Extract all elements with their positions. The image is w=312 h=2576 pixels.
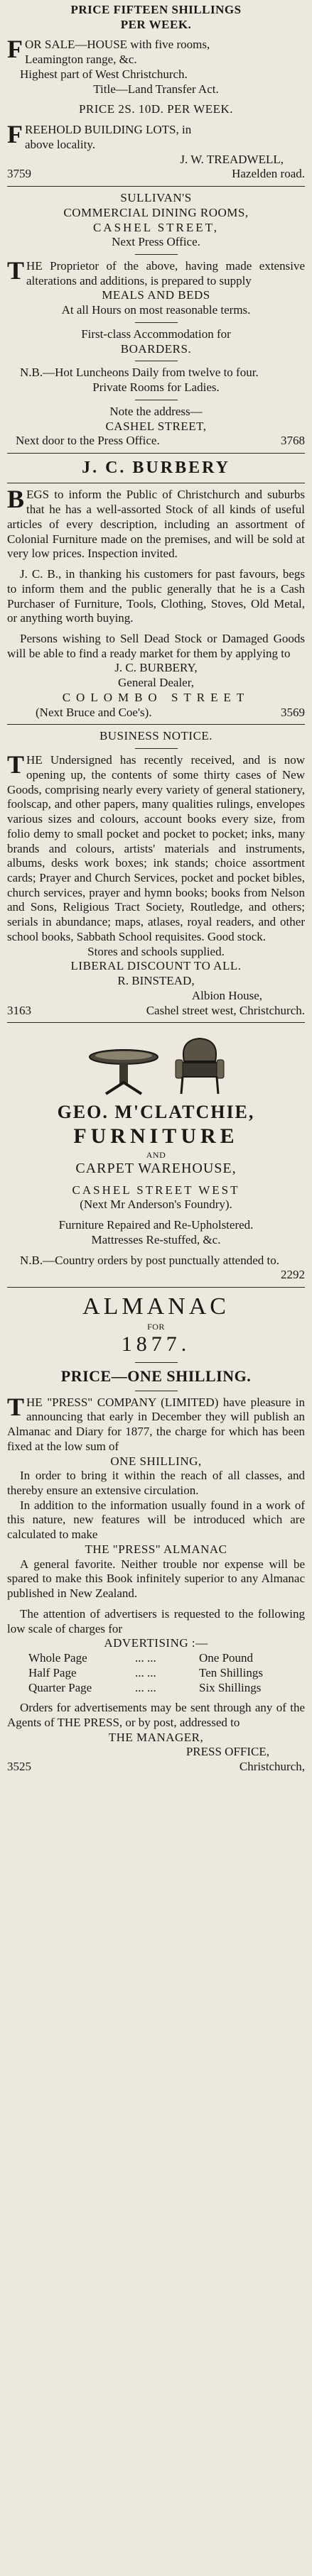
drop-cap: T — [7, 750, 25, 779]
almanac-year: 1877. — [121, 1332, 191, 1356]
supplied-line: Stores and schools supplied. — [87, 944, 225, 958]
body-paragraph: A general favorite. Neither trouble nor expense will be spared to make this Book infinitely superior to any Almanac published in New Zealand. — [7, 1557, 305, 1601]
street-line: Cashel street west, Christchurch. — [146, 1003, 305, 1017]
rate-price: One Pound — [199, 1651, 254, 1665]
accommodation-line: First-class Accommodation for — [81, 327, 231, 341]
drop-cap: F — [7, 120, 23, 149]
house-sale-ad — [7, 3, 305, 182]
paragraph-text: HE "PRESS" COMPANY (LIMITED) have pleasure in announcing that early in December they will publish an Almanac and Diary for 1877, the charge for which has been fixed at the low sum of — [7, 1395, 305, 1453]
business-name: J. C. BURBERY — [82, 459, 230, 478]
body-paragraph — [7, 256, 305, 288]
rate-label: Whole Page — [28, 1651, 87, 1665]
footer-row — [7, 706, 305, 720]
one-shilling: ONE SHILLING, — [110, 1454, 202, 1468]
divider — [7, 1287, 305, 1288]
mattress-line: Mattresses Re-stuffed, &c. — [91, 1232, 221, 1246]
sullivans-dining-ad — [7, 191, 305, 449]
advertising-heading: ADVERTISING :— — [104, 1636, 208, 1650]
business-name: SULLIVAN'S — [120, 191, 192, 205]
ad-code: 3759 — [7, 167, 31, 181]
street-name: CASHEL STREET, — [92, 220, 220, 234]
divider — [7, 186, 305, 187]
divider — [7, 1022, 305, 1023]
drop-cap: T — [7, 1392, 25, 1421]
price-header: PRICE FIFTEEN SHILLINGS — [70, 3, 242, 16]
business-notice-ad — [7, 729, 305, 1018]
price-subheader: PER WEEK. — [120, 17, 192, 31]
ad-code: 3569 — [281, 705, 305, 719]
rate-price: Six Shillings — [199, 1680, 262, 1694]
for-word: FOR — [147, 1321, 165, 1332]
meals-heading: MEALS AND BEDS — [102, 288, 210, 302]
address-street: CASHEL STREET, — [105, 419, 207, 433]
furniture-heading: FURNITURE — [73, 1124, 239, 1149]
sale-line: Title—Land Transfer Act. — [93, 82, 219, 96]
freehold-line: above locality. — [25, 137, 95, 151]
short-rule — [135, 322, 178, 323]
business-type: COMMERCIAL DINING ROOMS, — [63, 205, 249, 219]
furniture-illustration — [7, 1033, 305, 1097]
sale-paragraph — [7, 35, 305, 67]
sale-line: Leamington range, &c. — [25, 53, 137, 67]
notice-title: BUSINESS NOTICE. — [99, 729, 213, 743]
agent-address: Hazelden road. — [232, 167, 305, 181]
body-paragraph: In addition to the information usually found in a work of this nature, new features will be introduced which are calculated to make — [7, 1498, 305, 1542]
city-line: Christchurch, — [239, 1760, 305, 1774]
nb-line: N.B.—Hot Luncheons Daily from twelve to four. — [20, 366, 259, 380]
divider — [7, 724, 305, 725]
rate-row — [7, 1666, 305, 1681]
rate-leader: ... ... — [135, 1651, 156, 1665]
house-name: Albion House, — [191, 988, 262, 1002]
mclatchie-furniture-ad — [7, 1027, 305, 1283]
short-rule — [135, 1362, 178, 1363]
next-door-line: Next door to the Press Office. — [16, 434, 160, 448]
rate-row — [7, 1681, 305, 1696]
ad-code: 3163 — [7, 1003, 31, 1017]
agent-name: J. W. TREADWELL, — [180, 152, 284, 166]
paragraph-text: HE Undersigned has recently received, and is now opening up, the contents of some thirty cases of New Goods, comprising nearly every variety of general stationery, foolscap, and other papers, many qualities rulings, envelopes various sizes and colours, account books every size, from folio demy to small pocket and pocket to pocket; inks, many brands and colours, artists' materials and instruments, albums, desks work boxes; ink stands; choice assortment cards; Prayer and Church Services, pocket and pocket bibles, church services, prayer and hymn books; books from Nelson and Sons, Religious Tract Society, Routledge, and others; serials in abundance; maps, atlases, royal readers, and other school books, Sabbath School requisites. Good stock. — [7, 753, 305, 943]
almanac-ad — [7, 1292, 305, 1775]
footer-row — [7, 1004, 305, 1019]
drop-cap: B — [7, 485, 25, 514]
body-paragraph: Persons wishing to Sell Dead Stock or Damaged Goods will be able to find a ready market for them by applying to — [7, 631, 305, 660]
nb-line: N.B.—Country orders by post punctually attended to. — [20, 1253, 279, 1267]
almanac-title: ALMANAC — [82, 1293, 230, 1320]
location-note: Next Press Office. — [112, 235, 200, 249]
press-almanac-heading: THE "PRESS" ALMANAC — [85, 1542, 227, 1556]
sale-line: OR SALE—HOUSE with five rooms, — [25, 38, 210, 52]
rate-label: Half Page — [28, 1665, 77, 1679]
discount-line: LIBERAL DISCOUNT TO ALL. — [70, 959, 242, 973]
footer-row — [7, 1760, 305, 1775]
signature-name: R. BINSTEAD, — [117, 974, 195, 988]
ad-code: 3768 — [281, 434, 305, 448]
body-paragraph: The attention of advertisers is requested to the following low scale of charges for — [7, 1606, 305, 1635]
foundry-note: (Next Mr Anderson's Foundry). — [80, 1197, 232, 1212]
boarders-heading: BOARDERS. — [120, 341, 192, 356]
rates-table — [7, 1651, 305, 1695]
drop-cap: F — [7, 35, 23, 64]
freehold-paragraph — [7, 120, 305, 152]
rate-label: Quarter Page — [28, 1680, 92, 1694]
rate-price: Ten Shillings — [199, 1665, 263, 1679]
paragraph-text: HE Proprietor of the above, having made extensive alterations and additions, is prepared to supply — [26, 259, 305, 287]
office-line: PRESS OFFICE, — [185, 1745, 269, 1759]
drop-cap: T — [7, 256, 25, 285]
paragraph-text: EGS to inform the Public of Christchurch and suburbs that he has a well-assorted Stock of all kinds of useful articles of every description, including an assortment of Colonial Furniture made on the premises, and will be sold at very low prices. Inspection invited. — [7, 488, 305, 561]
manager-line: THE MANAGER, — [108, 1730, 204, 1744]
short-rule — [135, 748, 178, 749]
street-name: CASHEL STREET WEST — [72, 1183, 240, 1197]
short-rule — [135, 254, 178, 255]
burbery-ad — [7, 458, 305, 720]
hours-line: At all Hours on most reasonable terms. — [61, 303, 251, 317]
private-rooms-line: Private Rooms for Ladies. — [92, 380, 220, 395]
business-name: GEO. M'CLATCHIE, — [57, 1102, 255, 1123]
rate-leader: ... ... — [135, 1665, 156, 1679]
signature-name: J. C. BURBERY, — [114, 661, 198, 675]
freehold-line: REEHOLD BUILDING LOTS, in — [25, 123, 192, 137]
carpet-heading: CARPET WAREHOUSE, — [75, 1161, 237, 1177]
body-paragraph — [7, 750, 305, 945]
footer-row — [7, 434, 305, 449]
armchair-icon — [171, 1033, 228, 1097]
rate-leader: ... ... — [135, 1680, 156, 1694]
body-paragraph — [7, 1392, 305, 1454]
sale-line: Highest part of West Christchurch. — [20, 67, 188, 81]
ad-code: 2292 — [281, 1268, 305, 1282]
round-table-icon — [85, 1047, 163, 1097]
body-paragraph — [7, 485, 305, 561]
body-paragraph: Orders for advertisements may be sent through any of the Agents of THE PRESS, or by post, addressed to — [7, 1701, 305, 1729]
signature-title: General Dealer, — [118, 676, 194, 690]
ad-code: 3525 — [7, 1760, 31, 1774]
body-paragraph: In order to bring it within the reach of all classes, and thereby ensure an extensive circulation. — [7, 1469, 305, 1497]
address-note: Note the address— — [109, 404, 203, 418]
repaired-line: Furniture Repaired and Re-Upholstered. — [58, 1218, 254, 1232]
price-line: PRICE—ONE SHILLING. — [60, 1366, 252, 1385]
street-name: COLOMBO STREET — [62, 690, 250, 704]
street-note: (Next Bruce and Coe's). — [36, 705, 152, 719]
body-paragraph: J. C. B., in thanking his customers for past favours, begs to inform them and the public generally that he is a Cash Purchaser of Furniture, Tools, Clothing, Stoves, Old Metal, or anything worth buying. — [7, 567, 305, 625]
price-line: PRICE 2S. 10D. PER WEEK. — [78, 102, 234, 116]
rate-row — [7, 1651, 305, 1666]
divider — [7, 453, 305, 454]
and-word: AND — [146, 1149, 166, 1160]
footer-row — [7, 167, 305, 182]
